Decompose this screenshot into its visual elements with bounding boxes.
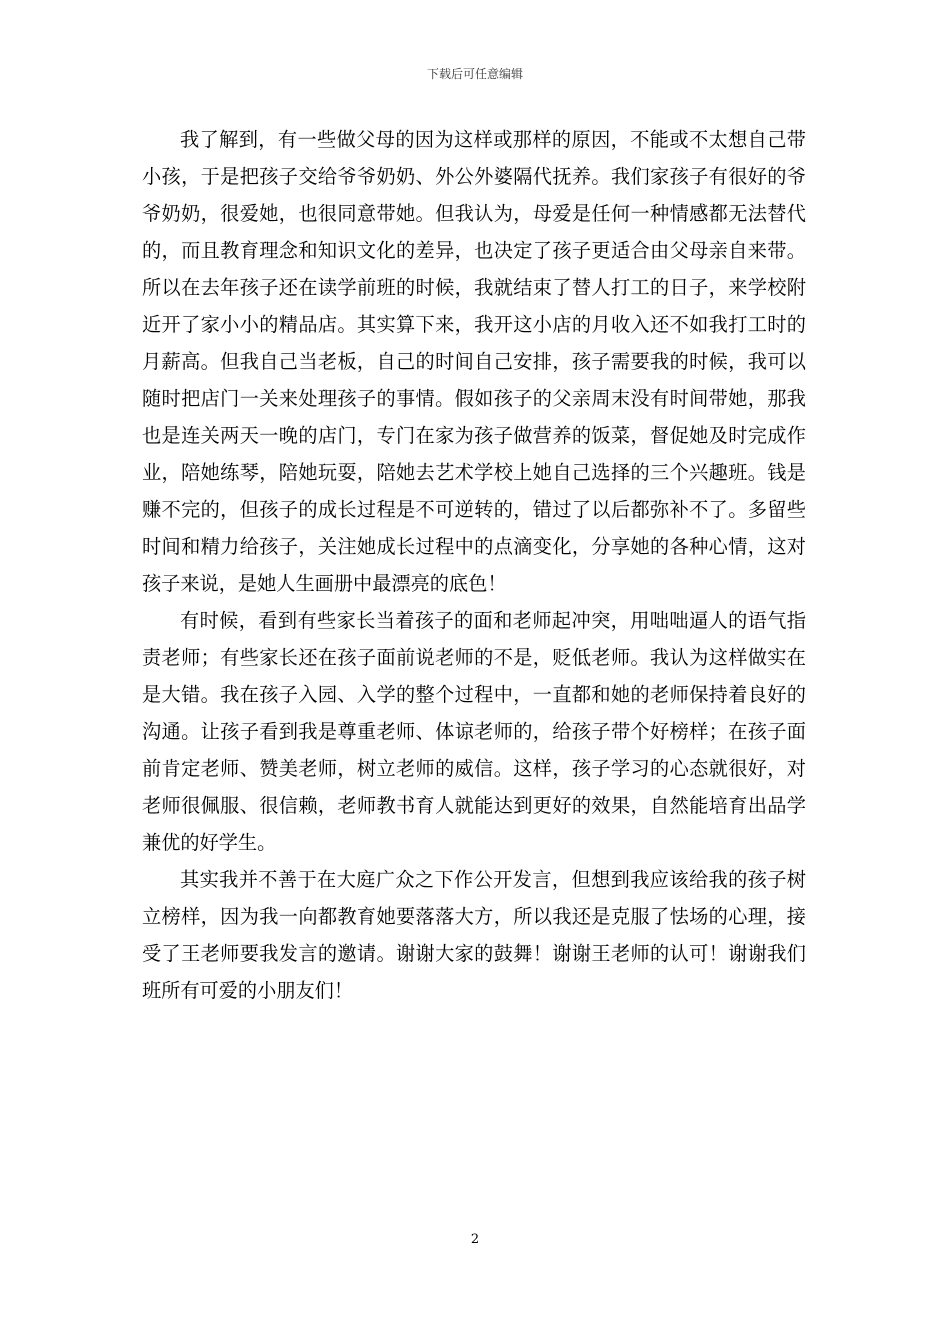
document-body	[142, 121, 806, 1009]
text-line: 随时把店门一关来处理孩子的事情。假如孩子的父亲周末没有时间带她，那我	[142, 387, 806, 410]
text-line: 责老师；有些家长还在孩子面前说老师的不是，贬低老师。我认为这样做实在	[142, 646, 806, 669]
text-line: 其实我并不善于在大庭广众之下作公开发言，但想到我应该给我的孩子树	[180, 868, 806, 891]
text-line: 受了王老师要我发言的邀请。谢谢大家的鼓舞！谢谢王老师的认可！谢谢我们	[142, 942, 806, 965]
text-line: 立榜样，因为我一向都教育她要落落大方，所以我还是克服了怯场的心理，接	[142, 905, 806, 928]
text-line: 沟通。让孩子看到我是尊重老师、体谅老师的，给孩子带个好榜样；在孩子面	[142, 720, 806, 743]
text-line: 时间和精力给孩子，关注她成长过程中的点滴变化，分享她的各种心情，这对	[142, 535, 806, 558]
text-line: 是大错。我在孩子入园、入学的整个过程中，一直都和她的老师保持着良好的	[142, 683, 806, 706]
text-line: 近开了家小小的精品店。其实算下来，我开这小店的月收入还不如我打工时的	[142, 313, 806, 336]
text-line: 爷奶奶，很爱她，也很同意带她。但我认为，母爱是任何一种情感都无法替代	[142, 202, 806, 225]
text-line: 班所有可爱的小朋友们！	[142, 979, 354, 1002]
text-line: 小孩，于是把孩子交给爷爷奶奶、外公外婆隔代抚养。我们家孩子有很好的爷	[142, 165, 806, 188]
paragraph-1	[142, 121, 806, 602]
text-line: 孩子来说，是她人生画册中最漂亮的底色！	[142, 572, 507, 595]
text-line: 所以在去年孩子还在读学前班的时候，我就结束了替人打工的日子，来学校附	[142, 276, 806, 299]
text-line: 的，而且教育理念和知识文化的差异，也决定了孩子更适合由父母亲自来带。	[142, 239, 806, 262]
text-line: 也是连关两天一晚的店门，专门在家为孩子做营养的饭菜，督促她及时完成作	[142, 424, 806, 447]
text-line: 兼优的好学生。	[142, 831, 277, 854]
text-line: 业，陪她练琴，陪她玩耍，陪她去艺术学校上她自己选择的三个兴趣班。钱是	[142, 461, 806, 484]
text-line: 我了解到，有一些做父母的因为这样或那样的原因，不能或不太想自己带	[180, 128, 806, 151]
text-line: 前肯定老师、赞美老师，树立老师的威信。这样，孩子学习的心态就很好，对	[142, 757, 806, 780]
text-line: 有时候，看到有些家长当着孩子的面和老师起冲突，用咄咄逼人的语气指	[180, 609, 806, 632]
text-line: 赚不完的，但孩子的成长过程是不可逆转的，错过了以后都弥补不了。多留些	[142, 498, 806, 521]
text-line: 月薪高。但我自己当老板，自己的时间自己安排，孩子需要我的时候，我可以	[142, 350, 806, 373]
paragraph-2	[142, 602, 806, 861]
page-number: 2	[470, 1232, 480, 1247]
paragraph-3	[142, 861, 806, 1009]
text-line: 老师很佩服、很信赖，老师教书育人就能达到更好的效果，自然能培育出品学	[142, 794, 806, 817]
page-header: 下载后可任意编辑	[426, 67, 523, 81]
